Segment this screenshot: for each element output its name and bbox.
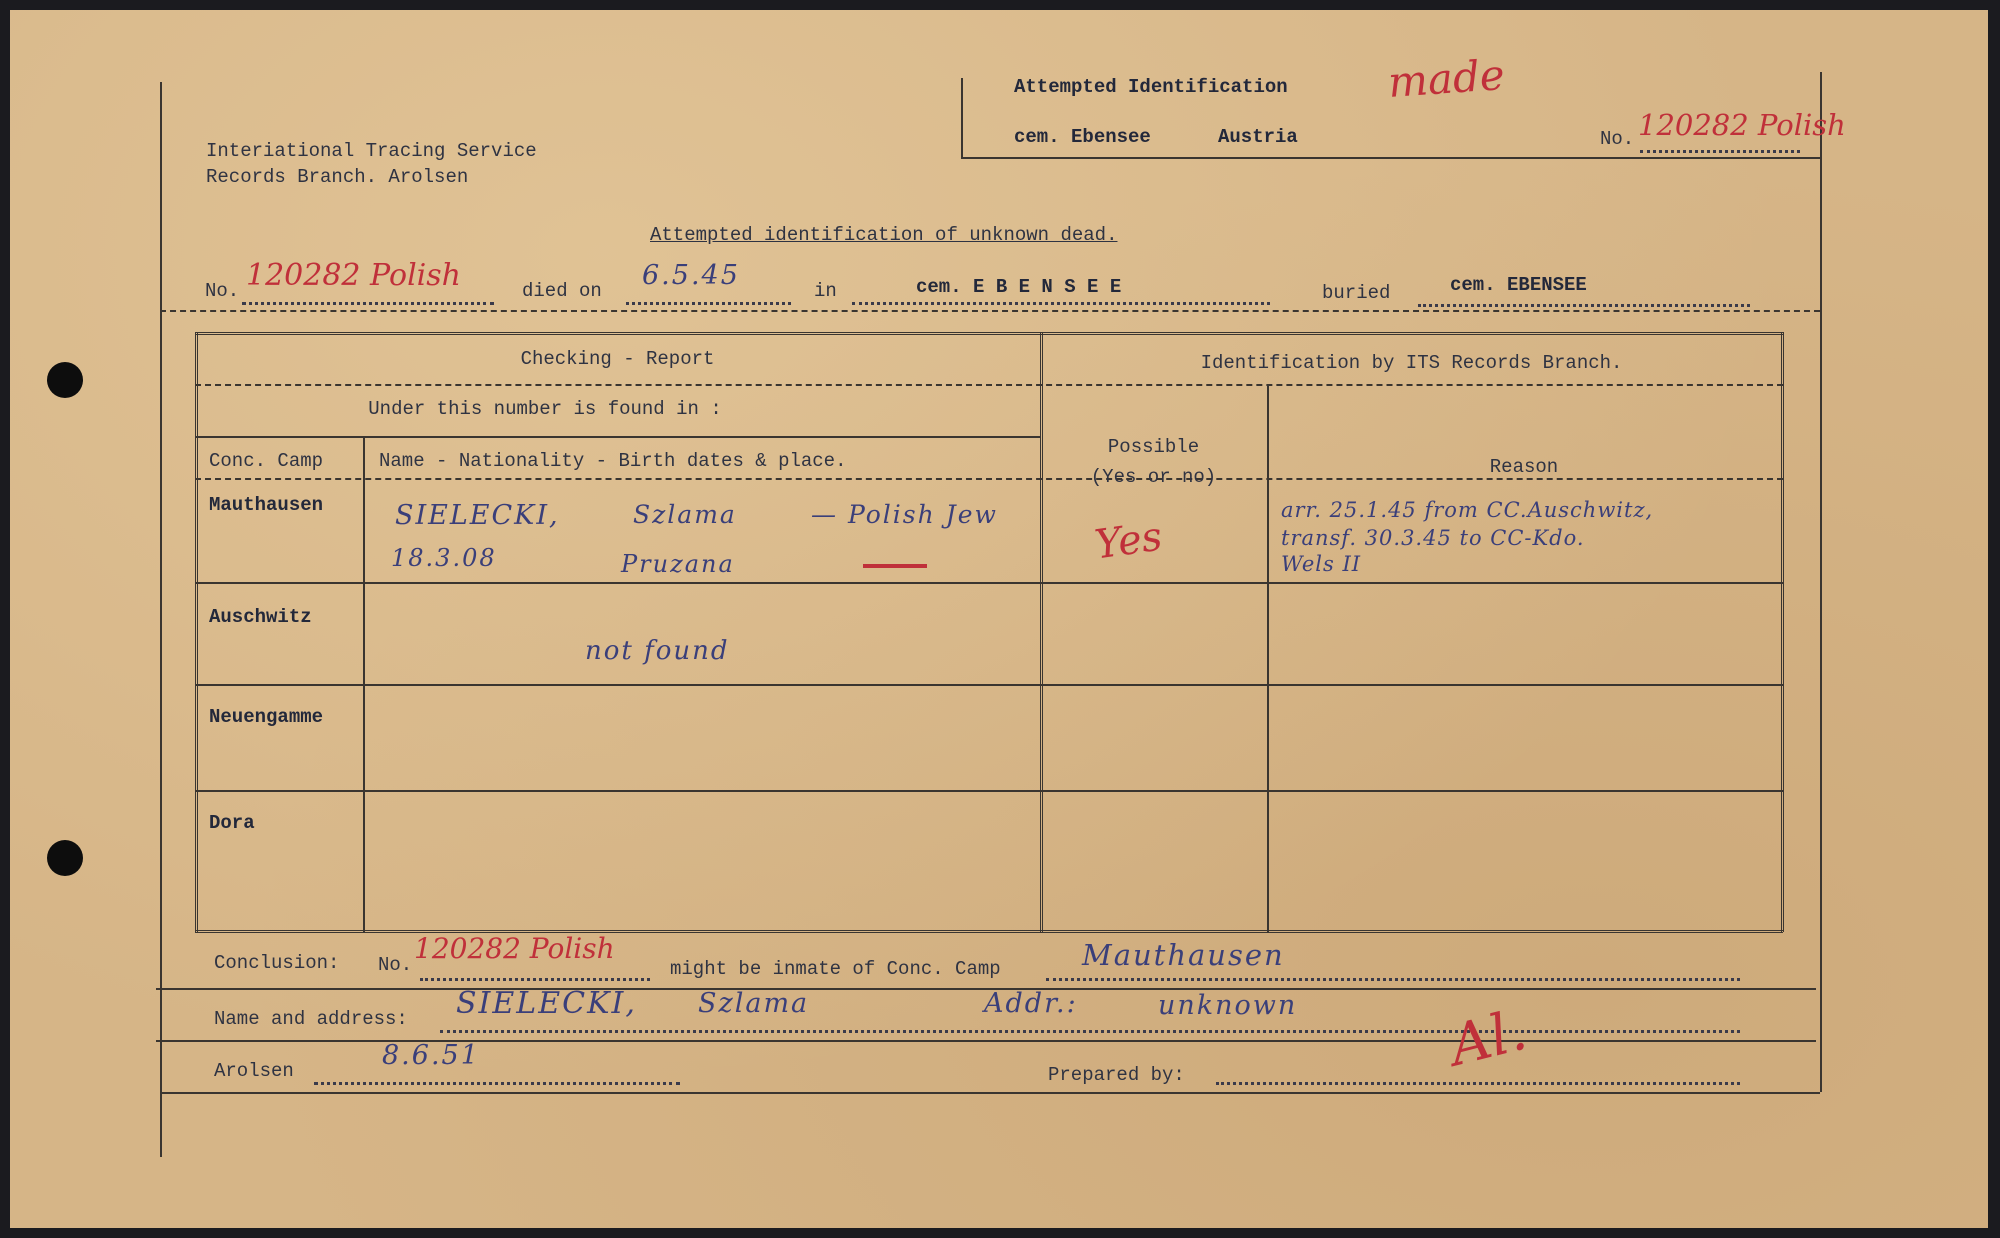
footer-prepared-dots (1216, 1082, 1740, 1085)
name-address-addr-value: unknown (1158, 990, 1298, 1021)
in-dots (852, 302, 1270, 305)
row-camp-neuengamme: Neuengamme (209, 706, 324, 728)
conclusion-camp-value: Mauthausen (1082, 938, 1285, 972)
in-value: cem. E B E N S E E (916, 276, 1122, 298)
table-rule-3 (195, 478, 1783, 480)
table-rule-4 (195, 582, 1783, 584)
table-top-border (195, 332, 1783, 335)
record-no-value: 120282 Polish (246, 258, 461, 293)
org-line-1: Interiational Tracing Service (206, 140, 537, 162)
buried-label: buried (1322, 282, 1391, 304)
row1-red-underline (863, 564, 927, 568)
footer-date-value: 8.6.51 (382, 1040, 480, 1071)
header-no-dots (1640, 150, 1800, 153)
table-left-border (195, 332, 198, 932)
col-camp-header: Conc. Camp (209, 450, 324, 472)
left-header: Checking - Report (520, 348, 715, 370)
header-box-title: Attempted Identification (1014, 76, 1288, 98)
header-box-left (961, 78, 963, 158)
record-no-label: No. (205, 280, 240, 302)
conclusion-no-label: No. (378, 954, 413, 976)
table-rule-1 (195, 384, 1783, 386)
row1-reason-1: arr. 25.1.45 from CC.Auschwitz, (1281, 498, 1654, 522)
table-main-divider (1040, 332, 1043, 932)
header-box-bottom (961, 157, 1821, 159)
record-no-dots (242, 302, 494, 305)
table-rule-6 (195, 790, 1783, 792)
conclusion-no-value: 120282 Polish (414, 932, 615, 965)
conclusion-middle-text: might be inmate of Conc. Camp (670, 958, 1001, 980)
header-box-cemetery: cem. Ebensee (1014, 126, 1151, 148)
checking-table (195, 332, 1783, 932)
footer-place-label: Arolsen (214, 1060, 294, 1082)
org-line-2: Records Branch. Arolsen (206, 166, 469, 188)
row-camp-mauthausen: Mauthausen (209, 494, 324, 516)
row1-reason-3: Wels II (1281, 552, 1362, 576)
row1-firstname: Szlama (633, 500, 737, 529)
in-label: in (814, 280, 837, 302)
header-box-country: Austria (1218, 126, 1298, 148)
name-address-addr-label: Addr.: (984, 988, 1078, 1019)
conclusion-label: Conclusion: (214, 952, 340, 974)
row1-birthdate: 18.3.08 (391, 544, 497, 572)
row1-reason-2: transf. 30.3.45 to CC-Kdo. (1281, 526, 1585, 550)
table-rule-2 (195, 436, 1040, 438)
table-col-camp (363, 436, 365, 932)
died-dots (626, 302, 791, 305)
name-address-firstname: Szlama (698, 988, 810, 1019)
footer-date-dots (314, 1082, 680, 1085)
footer-rule (160, 1092, 1820, 1094)
col-name-header: Name - Nationality - Birth dates & place. (379, 450, 847, 472)
col-reason-header: Reason (1489, 456, 1559, 478)
row1-surname: SIELECKI, (395, 500, 560, 531)
card-right-line (1820, 72, 1822, 1092)
made-stamp: made (1386, 49, 1507, 108)
row1-nationality: — Polish Jew (811, 500, 998, 529)
conclusion-no-dots (420, 978, 650, 981)
header-no-label: No. (1600, 128, 1635, 150)
right-header: Identification by ITS Records Branch. (1200, 352, 1623, 374)
punch-hole-bottom (47, 840, 83, 876)
footer-prepared-label: Prepared by: (1048, 1064, 1185, 1086)
row2-not-found: not found (585, 636, 730, 666)
row-camp-auschwitz: Auschwitz (209, 606, 312, 628)
table-right-border (1781, 332, 1784, 932)
margin-line (160, 82, 162, 1157)
died-value: 6.5.45 (642, 260, 740, 291)
buried-dots (1418, 304, 1750, 307)
row1-possible: Yes (1092, 513, 1166, 569)
conclusion-camp-dots (1046, 978, 1740, 981)
col-possible-header-1: Possible (1107, 436, 1200, 458)
name-address-dots (440, 1030, 1740, 1033)
name-address-surname: SIELECKI, (456, 986, 637, 1021)
punch-hole-top (47, 362, 83, 398)
header-no-value: 120282 Polish (1638, 108, 1846, 142)
found-label: Under this number is found in : (368, 398, 722, 420)
buried-value: cem. EBENSEE (1450, 274, 1587, 296)
died-label: died on (522, 280, 602, 302)
name-address-label: Name and address: (214, 1008, 408, 1030)
record-underline (160, 310, 1820, 312)
row-camp-dora: Dora (209, 812, 255, 834)
table-rule-5 (195, 684, 1783, 686)
row1-birthplace: Pruzana (621, 550, 735, 578)
preparer-signature: Al. (1443, 997, 1533, 1080)
page-title: Attempted identification of unknown dead. (650, 224, 1118, 246)
index-card (10, 10, 1988, 1228)
col-possible-header-2: (Yes or no) (1090, 466, 1217, 488)
